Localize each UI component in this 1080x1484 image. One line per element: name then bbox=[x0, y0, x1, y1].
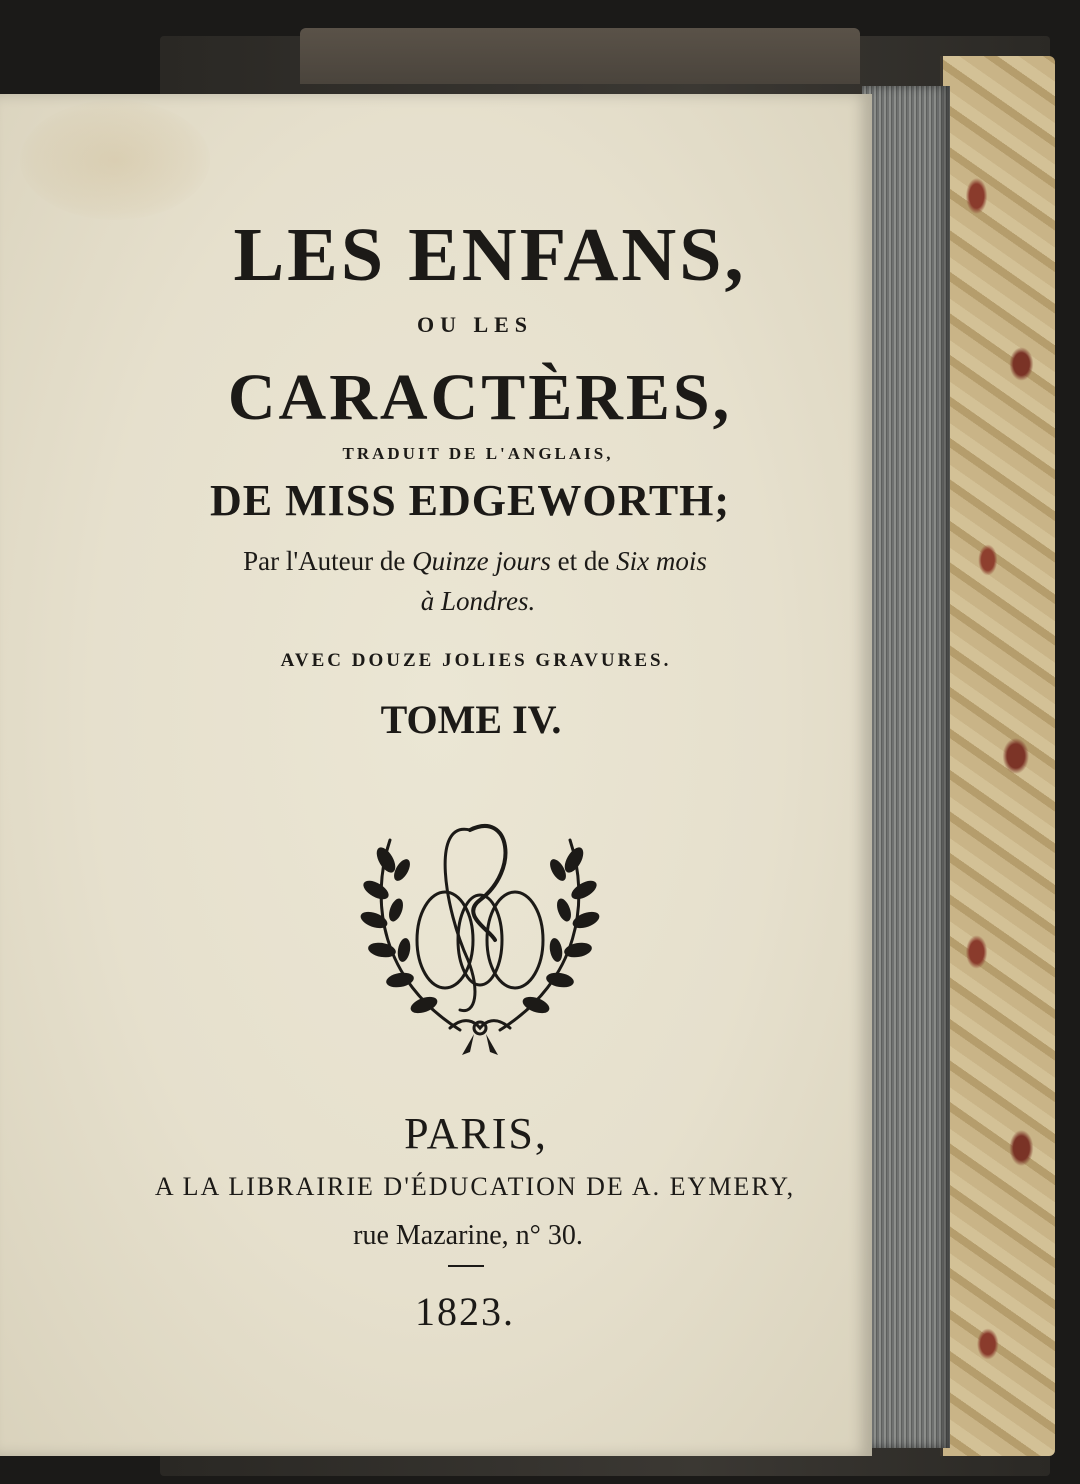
title-connector: OU LES bbox=[416, 312, 534, 337]
byline-mid: et de bbox=[557, 546, 610, 576]
imprint-publisher: A LA LIBRAIRIE D'ÉDUCATION DE A. EYMERY, bbox=[154, 1172, 796, 1201]
translation-note: TRADUIT DE L'ANGLAIS, bbox=[342, 444, 614, 463]
engravings-note: AVEC DOUZE JOLIES GRAVURES. bbox=[280, 650, 672, 671]
original-author: DE MISS EDGEWORTH; bbox=[209, 476, 731, 525]
wreath-monogram-icon bbox=[350, 790, 610, 1060]
divider-rule bbox=[448, 1265, 484, 1267]
imprint-address: rue Mazarine, n° 30. bbox=[353, 1220, 583, 1251]
water-stain bbox=[20, 100, 210, 220]
byline-place bbox=[0, 586, 958, 617]
byline-work-1: Quinze jours bbox=[412, 546, 551, 576]
headband bbox=[300, 28, 860, 84]
book-subtitle: CARACTÈRES, bbox=[227, 361, 733, 434]
byline-prefix: Par l'Auteur de bbox=[243, 546, 406, 576]
imprint-year: 1823. bbox=[415, 1289, 515, 1334]
byline bbox=[0, 546, 955, 577]
byline-place-text: à Londres. bbox=[420, 586, 536, 616]
book-title: LES ENFANS, bbox=[233, 213, 747, 297]
byline-work-2: Six mois bbox=[616, 546, 707, 576]
volume-number: TOME IV. bbox=[380, 697, 562, 742]
imprint-city: PARIS, bbox=[404, 1109, 548, 1158]
